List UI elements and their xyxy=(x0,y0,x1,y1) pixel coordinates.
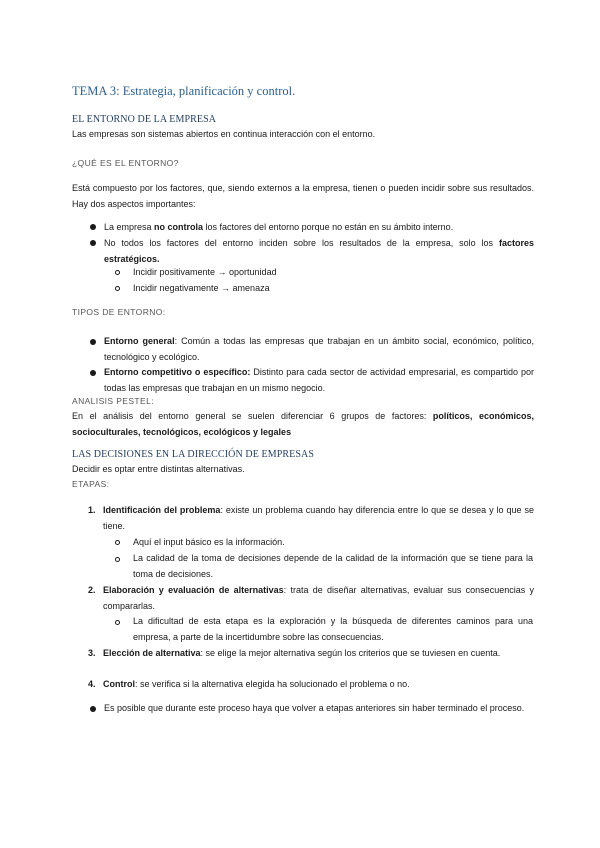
step-number: 2. xyxy=(88,585,96,595)
step-identificacion xyxy=(103,502,534,534)
text: : trata de diseñar alternativas, evaluar sus consecuencias y compararlas. xyxy=(103,585,534,611)
bold-text: Control xyxy=(103,679,135,689)
list-item-volver-etapas: Es posible que durante este proceso haya que volver a etapas anteriores sin haber terminado el proceso. xyxy=(104,703,525,713)
sub-item-input: Aquí el input básico es la información. xyxy=(133,537,285,547)
intro-paragraph: Las empresas son sistemas abiertos en continua interacción con el entorno. xyxy=(72,129,376,139)
step-elaboracion xyxy=(103,582,534,614)
step-number: 1. xyxy=(88,505,96,515)
bold-text: políticos, económicos, socioculturales, tecnológicos, ecológicos y legales xyxy=(72,411,534,437)
bold-text: Elaboración y evaluación de alternativas xyxy=(103,585,284,595)
entorno-definition: Está compuesto por los factores, que, siendo externos a la empresa, tienen o pueden incidir sobre sus resultados. Hay dos aspectos importantes: xyxy=(72,183,534,209)
circle-bullet-icon xyxy=(115,270,120,275)
bullet-icon xyxy=(90,370,96,376)
bullet-icon xyxy=(90,224,96,230)
bold-text: Identificación del problema xyxy=(103,505,221,515)
bold-text: factores estratégicos. xyxy=(104,238,534,264)
text: : se verifica si la alternativa elegida ha solucionado el problema o no. xyxy=(135,679,410,689)
heading-tipos-entorno: TIPOS DE ENTORNO: xyxy=(72,307,166,317)
sub-item-calidad: La calidad de la toma de decisiones depende de la calidad de la información que se tiene para la toma de decisiones. xyxy=(133,553,533,579)
heading-que-es-entorno: ¿QUÉ ES EL ENTORNO? xyxy=(72,158,179,168)
circle-bullet-icon xyxy=(115,557,120,562)
text: : existe un problema cuando hay diferencia entre lo que se desea y lo que se tiene. xyxy=(103,505,534,531)
step-control xyxy=(103,676,534,692)
list-item-entorno-competitivo xyxy=(104,364,534,396)
bold-text: no controla xyxy=(154,222,204,232)
bullet-icon xyxy=(90,240,96,246)
bold-text: Elección de alternativa xyxy=(103,648,201,658)
list-item-no-controla xyxy=(104,219,534,235)
text: : Común a todas las empresas que trabajan en un ámbito social, económico, político, tecnológico y ecológico. xyxy=(104,336,535,362)
document-title: TEMA 3: Estrategia, planificación y control. xyxy=(72,84,296,98)
circle-bullet-icon xyxy=(115,620,120,625)
heading-entorno-empresa: EL ENTORNO DE LA EMPRESA xyxy=(72,114,217,125)
heading-decisiones: LAS DECISIONES EN LA DIRECCIÓN DE EMPRESAS xyxy=(72,449,314,460)
list-item-factores-estrategicos xyxy=(104,235,534,267)
pestel-paragraph xyxy=(72,408,534,440)
text: los factores del entorno porque no están en su ámbito interno. xyxy=(203,222,454,232)
text: : se elige la mejor alternativa según los criterios que se tuviesen en cuenta. xyxy=(200,648,501,658)
step-number: 3. xyxy=(88,648,96,658)
decidir-paragraph: Decidir es optar entre distintas alternativas. xyxy=(72,464,245,474)
list-item-amenaza: Incidir negativamente → amenaza xyxy=(133,283,270,293)
bullet-icon xyxy=(90,339,96,345)
circle-bullet-icon xyxy=(115,540,120,545)
heading-analisis-pestel: ANALISIS PESTEL: xyxy=(72,396,154,406)
list-item-oportunidad: Incidir positivamente → oportunidad xyxy=(133,267,277,277)
list-item-entorno-general xyxy=(104,333,534,365)
circle-bullet-icon xyxy=(115,286,120,291)
text: Distinto para cada sector de actividad empresarial, es compartido por todas las empresas que trabajan en un mismo negocio. xyxy=(104,367,535,393)
step-eleccion xyxy=(103,645,534,661)
step-number: 4. xyxy=(88,679,96,689)
text: No todos los factores del entorno inciden sobre los resultados de la empresa, solo los xyxy=(104,238,499,248)
bold-text: Entorno competitivo o específico: xyxy=(104,367,251,377)
bullet-icon xyxy=(90,706,96,712)
sub-item-dificultad: La dificultad de esta etapa es la exploración y la búsqueda de diferentes caminos para una empresa, a parte de la incertidumbre sobre las consecuencias. xyxy=(133,616,533,642)
text: La empresa xyxy=(104,222,155,232)
heading-etapas: ETAPAS: xyxy=(72,479,110,489)
text: En el análisis del entorno general se suelen diferenciar 6 grupos de factores: xyxy=(72,411,433,421)
bold-text: Entorno general xyxy=(104,336,175,346)
